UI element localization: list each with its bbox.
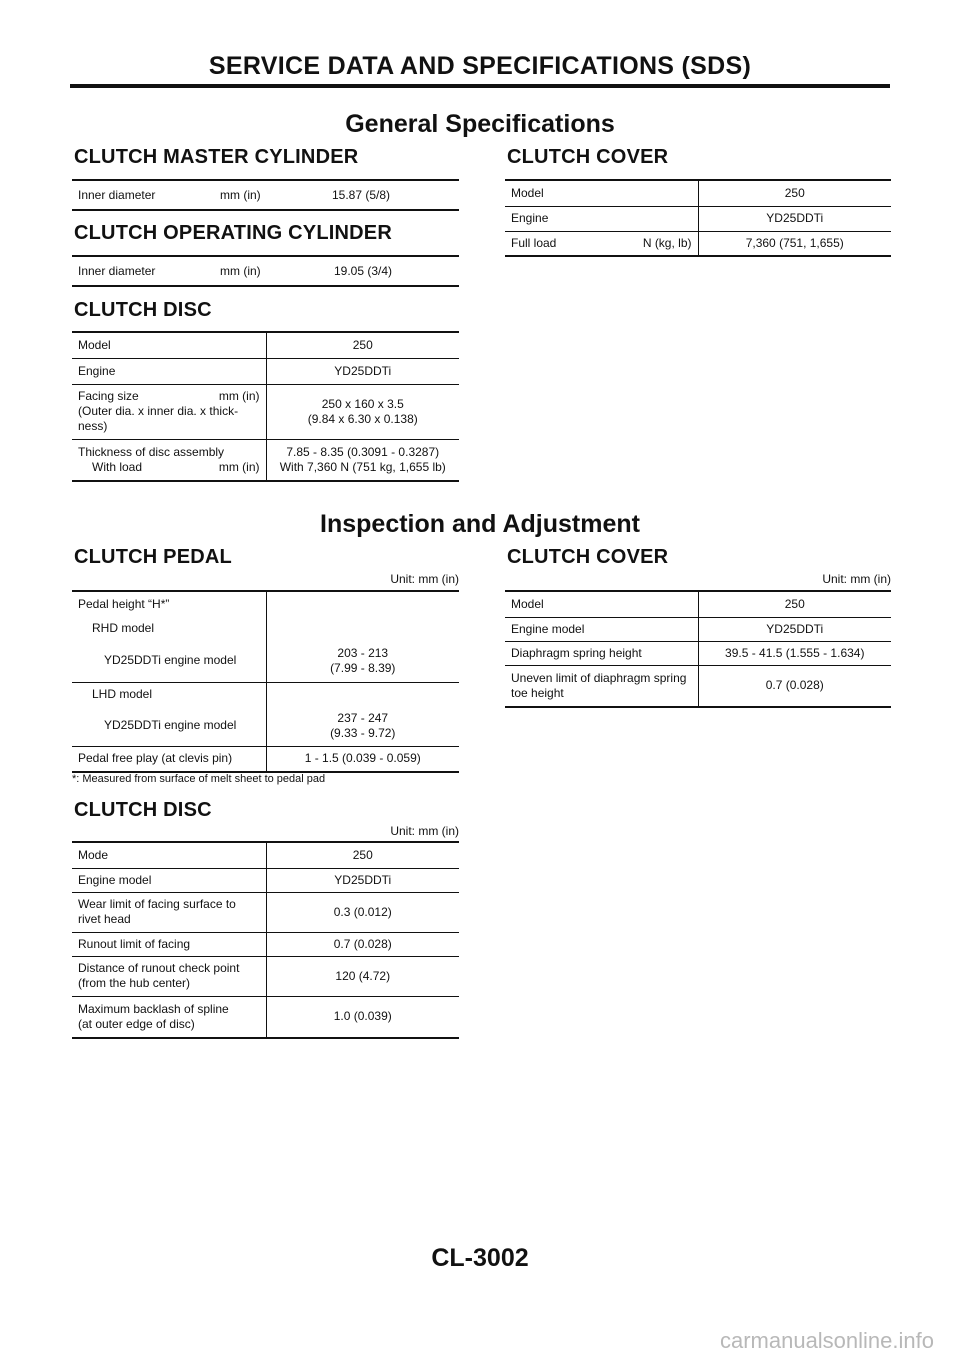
facing-size-sub2: ness)	[78, 419, 108, 433]
clutch-operating-cylinder-heading: CLUTCH OPERATING CYLINDER	[74, 222, 392, 244]
master-cylinder-value: 15.87 (5/8)	[332, 188, 391, 202]
disc-row-label-text-2: (at outer edge of disc)	[78, 1016, 195, 1031]
disc-model-label: Model	[72, 332, 266, 358]
master-cylinder-spec-row	[72, 179, 459, 211]
table-row	[505, 665, 891, 707]
lhd-value-line2: (9.33 - 9.72)	[330, 725, 396, 740]
cover-row-value: YD25DDTi	[698, 617, 891, 641]
disc-row-label-text: Mode	[78, 847, 109, 862]
table-row	[72, 842, 459, 868]
table-row	[505, 641, 891, 665]
table-row	[72, 591, 459, 617]
master-cylinder-label: Inner diameter	[78, 188, 156, 202]
disc-row-label-text: Engine model	[78, 872, 152, 887]
disc-thickness-value	[266, 439, 459, 481]
free-play-value: 1 - 1.5 (0.039 - 0.059)	[266, 746, 459, 772]
header-divider	[70, 84, 890, 88]
page-code: CL-3002	[431, 1244, 529, 1272]
table-row	[72, 746, 459, 772]
disc-row-value: 120 (4.72)	[266, 956, 459, 996]
disc-row-label	[72, 996, 266, 1038]
inspection-clutch-cover-heading: CLUTCH COVER	[507, 546, 669, 568]
full-load-unit: N (kg, lb)	[642, 235, 692, 250]
general-clutch-cover-heading: CLUTCH COVER	[507, 146, 669, 168]
table-row	[72, 868, 459, 892]
thickness-text: Thickness of disc assembly	[78, 444, 225, 459]
free-play-label: Pedal free play (at clevis pin)	[78, 751, 233, 766]
lhd-model-blank	[266, 682, 459, 706]
rhd-model-label: RHD model	[92, 621, 155, 635]
thickness-value-line1: 7.85 - 8.35 (0.3091 - 0.3287)	[286, 444, 440, 459]
table-row	[72, 996, 459, 1038]
cover-row-value: 0.7 (0.028)	[698, 665, 891, 707]
cover-row-label-text: Model	[511, 596, 544, 611]
cover-row-label-text-2: toe height	[511, 685, 564, 700]
facing-size-sub1: (Outer dia. x inner dia. x thick-	[78, 404, 239, 418]
cover-row-label	[505, 665, 698, 707]
disc-row-label	[72, 842, 266, 868]
general-clutch-cover-table	[505, 179, 891, 257]
disc-engine-label: Engine	[72, 358, 266, 384]
disc-facing-size-value	[266, 384, 459, 439]
disc-row-value: 0.3 (0.012)	[266, 892, 459, 932]
rhd-value-line1: 203 - 213	[337, 645, 389, 660]
disc-engine-value: YD25DDTi	[266, 358, 459, 384]
table-row	[72, 682, 459, 706]
cover-row-label-text: Diaphragm spring height	[511, 645, 642, 660]
pedal-footnote: *: Measured from surface of melt sheet to pedal pad	[72, 773, 326, 785]
cover-row-label	[505, 591, 698, 617]
lhd-value-line1: 237 - 247	[337, 710, 389, 725]
cover-row-label	[505, 617, 698, 641]
rhd-engine-value	[266, 640, 459, 682]
cover-row-label-text: Engine model	[511, 621, 585, 636]
disc-row-value: 0.7 (0.028)	[266, 932, 459, 956]
cover-row-value: 39.5 - 41.5 (1.555 - 1.634)	[698, 641, 891, 665]
cover-engine-label: Engine	[505, 206, 698, 231]
disc-row-label	[72, 868, 266, 892]
table-row	[72, 956, 459, 996]
thickness-value-line2: With 7,360 N (751 kg, 1,655 lb)	[279, 459, 446, 474]
disc-row-label	[72, 956, 266, 996]
pedal-height-label: Pedal height “H*”	[78, 597, 170, 611]
facing-size-value-line2: (9.84 x 6.30 x 0.138)	[307, 411, 418, 426]
inspection-clutch-cover-table	[505, 590, 891, 708]
operating-cylinder-unit: mm (in)	[220, 264, 261, 278]
table-row	[505, 180, 891, 206]
inspection-adjustment-heading: Inspection and Adjustment	[320, 510, 640, 538]
disc-row-label	[72, 932, 266, 956]
table-row	[505, 206, 891, 231]
table-row	[72, 932, 459, 956]
operating-cylinder-spec-row	[72, 255, 459, 287]
lhd-engine-value	[266, 706, 459, 746]
facing-size-unit: mm (in)	[218, 389, 260, 403]
disc-row-value: 1.0 (0.039)	[266, 996, 459, 1038]
table-row	[72, 640, 459, 682]
thickness-unit: mm (in)	[218, 459, 260, 474]
inspection-clutch-cover-unit: Unit: mm (in)	[822, 572, 891, 586]
page-header-title: SERVICE DATA AND SPECIFICATIONS (SDS)	[208, 52, 752, 80]
table-row	[72, 706, 459, 746]
operating-cylinder-label: Inner diameter	[78, 264, 156, 278]
table-row	[505, 591, 891, 617]
general-specifications-heading: General Specifications	[345, 110, 615, 138]
clutch-master-cylinder-heading: CLUTCH MASTER CYLINDER	[74, 146, 359, 168]
table-row	[505, 617, 891, 641]
cover-model-value: 250	[698, 180, 891, 206]
disc-row-label	[72, 892, 266, 932]
cover-row-value: 250	[698, 591, 891, 617]
rhd-value-line2: (7.99 - 8.39)	[330, 660, 396, 675]
clutch-pedal-unit: Unit: mm (in)	[390, 572, 459, 586]
disc-facing-size-label	[72, 384, 266, 439]
facing-size-value-line1: 250 x 160 x 3.5	[321, 396, 404, 411]
cover-model-label: Model	[505, 180, 698, 206]
table-row	[72, 384, 459, 439]
table-row	[72, 332, 459, 358]
watermark-text: carmanualsonline.info	[719, 1328, 934, 1353]
table-row	[72, 617, 459, 640]
disc-row-label-text: Distance of runout check point	[78, 961, 240, 975]
disc-row-label-text: Maximum backlash of spline	[78, 1001, 229, 1016]
table-row	[72, 892, 459, 932]
general-clutch-disc-heading: CLUTCH DISC	[74, 299, 212, 321]
clutch-pedal-heading: CLUTCH PEDAL	[74, 546, 232, 568]
cover-full-load-label	[505, 231, 698, 256]
master-cylinder-unit: mm (in)	[220, 188, 261, 202]
table-row	[72, 358, 459, 384]
cover-full-load-value: 7,360 (751, 1,655)	[698, 231, 891, 256]
clutch-pedal-table	[72, 590, 459, 773]
pedal-height-blank	[266, 591, 459, 617]
inspection-clutch-disc-table	[72, 841, 459, 1039]
inspection-clutch-disc-heading: CLUTCH DISC	[74, 799, 212, 821]
disc-row-label-text: Wear limit of facing surface to	[78, 897, 236, 911]
disc-row-value: YD25DDTi	[266, 868, 459, 892]
lhd-model-label: LHD model	[92, 686, 153, 701]
cover-engine-value: YD25DDTi	[698, 206, 891, 231]
disc-row-label-text-2: (from the hub center)	[78, 976, 191, 990]
disc-row-value: 250	[266, 842, 459, 868]
disc-row-label-text-2: rivet head	[78, 912, 131, 926]
rhd-model-blank	[266, 617, 459, 640]
operating-cylinder-value: 19.05 (3/4)	[334, 264, 393, 278]
inspection-clutch-disc-unit: Unit: mm (in)	[390, 824, 459, 838]
disc-model-value: 250	[266, 332, 459, 358]
disc-row-label-text: Runout limit of facing	[78, 936, 191, 951]
table-row	[505, 231, 891, 256]
thickness-sub: With load	[92, 459, 143, 474]
cover-row-label-text: Uneven limit of diaphragm spring	[511, 670, 687, 685]
rhd-engine-label: YD25DDTi engine model	[72, 640, 266, 682]
table-row	[72, 439, 459, 481]
disc-thickness-label	[72, 439, 266, 481]
facing-size-text: Facing size	[78, 389, 139, 403]
full-load-text: Full load	[511, 235, 557, 250]
general-clutch-disc-table	[72, 331, 459, 482]
cover-row-label	[505, 641, 698, 665]
lhd-engine-label: YD25DDTi engine model	[72, 706, 266, 746]
